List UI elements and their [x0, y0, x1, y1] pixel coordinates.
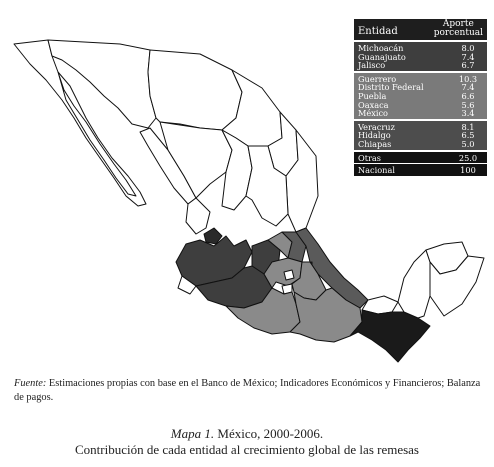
caption-map-number: Mapa 1. — [170, 426, 215, 441]
legend-entidad: Veracruz — [358, 121, 395, 132]
legend-aporte: 6.7 — [461, 60, 475, 71]
legend-entidad: Hidalgo — [358, 130, 391, 141]
legend-row — [358, 109, 483, 118]
legend-aporte: 6.6 — [461, 90, 475, 101]
source-text: Estimaciones propias con base en el Banco de México; Indicadores Económicos y Financieros; Balanza de pagos. — [14, 378, 481, 403]
source-note — [14, 377, 484, 404]
legend-aporte: 7.4 — [461, 51, 475, 62]
legend-entidad: Chiapas — [358, 138, 392, 149]
legend-aporte: 3.4 — [461, 108, 475, 119]
legend-entidad: Michoacán — [358, 43, 404, 53]
legend-row-otras — [358, 154, 483, 163]
legend-group-otras — [354, 152, 487, 164]
legend-group-dark — [354, 42, 487, 71]
legend-entidad: Puebla — [358, 90, 387, 101]
legend-entidad: Guanajuato — [358, 51, 406, 62]
legend-row — [358, 140, 483, 149]
legend-entidad: México — [358, 108, 388, 119]
map-caption — [0, 426, 494, 457]
region-distrito-federal — [284, 270, 294, 280]
legend-row-nacional — [358, 166, 483, 175]
legend-entidad: Oaxaca — [358, 99, 389, 110]
legend-group-medium — [354, 73, 487, 119]
legend-entidad: Guerrero — [358, 73, 397, 84]
legend-group-medium-dark — [354, 121, 487, 150]
legend-header — [354, 19, 487, 40]
legend-col-entidad: Entidad — [358, 26, 398, 37]
legend-aporte: 100 — [460, 165, 476, 176]
legend-aporte: 25.0 — [458, 152, 478, 163]
legend-aporte: 8.0 — [461, 43, 475, 53]
region-nayarit — [186, 198, 210, 234]
region-campeche — [398, 250, 430, 318]
legend-aporte: 10.3 — [458, 73, 478, 84]
legend-group-nacional — [354, 164, 487, 176]
caption-title-line1: México, 2000-2006. — [214, 426, 324, 441]
legend-entidad: Jalisco — [358, 60, 386, 71]
legend-col-aporte — [434, 20, 483, 40]
region-chihuahua — [148, 50, 242, 130]
legend-col-aporte-line1: Aporte — [442, 19, 474, 29]
legend-aporte: 5.6 — [461, 99, 475, 110]
legend-entidad: Distrito Federal — [358, 82, 424, 93]
legend-aporte: 6.5 — [461, 130, 475, 141]
legend-aporte: 8.1 — [461, 121, 475, 132]
caption-title-line2: Contribución de cada entidad al crecimiento global de las remesas — [74, 441, 419, 457]
legend-aporte: 7.4 — [461, 82, 475, 93]
source-label: Fuente: — [14, 378, 47, 389]
legend-aporte: 5.0 — [461, 138, 475, 149]
legend-entidad: Otras — [358, 152, 381, 163]
legend-table — [354, 19, 487, 176]
legend-entidad: Nacional — [358, 165, 395, 176]
legend-row — [358, 61, 483, 70]
legend-col-aporte-line2: porcentual — [433, 28, 483, 38]
